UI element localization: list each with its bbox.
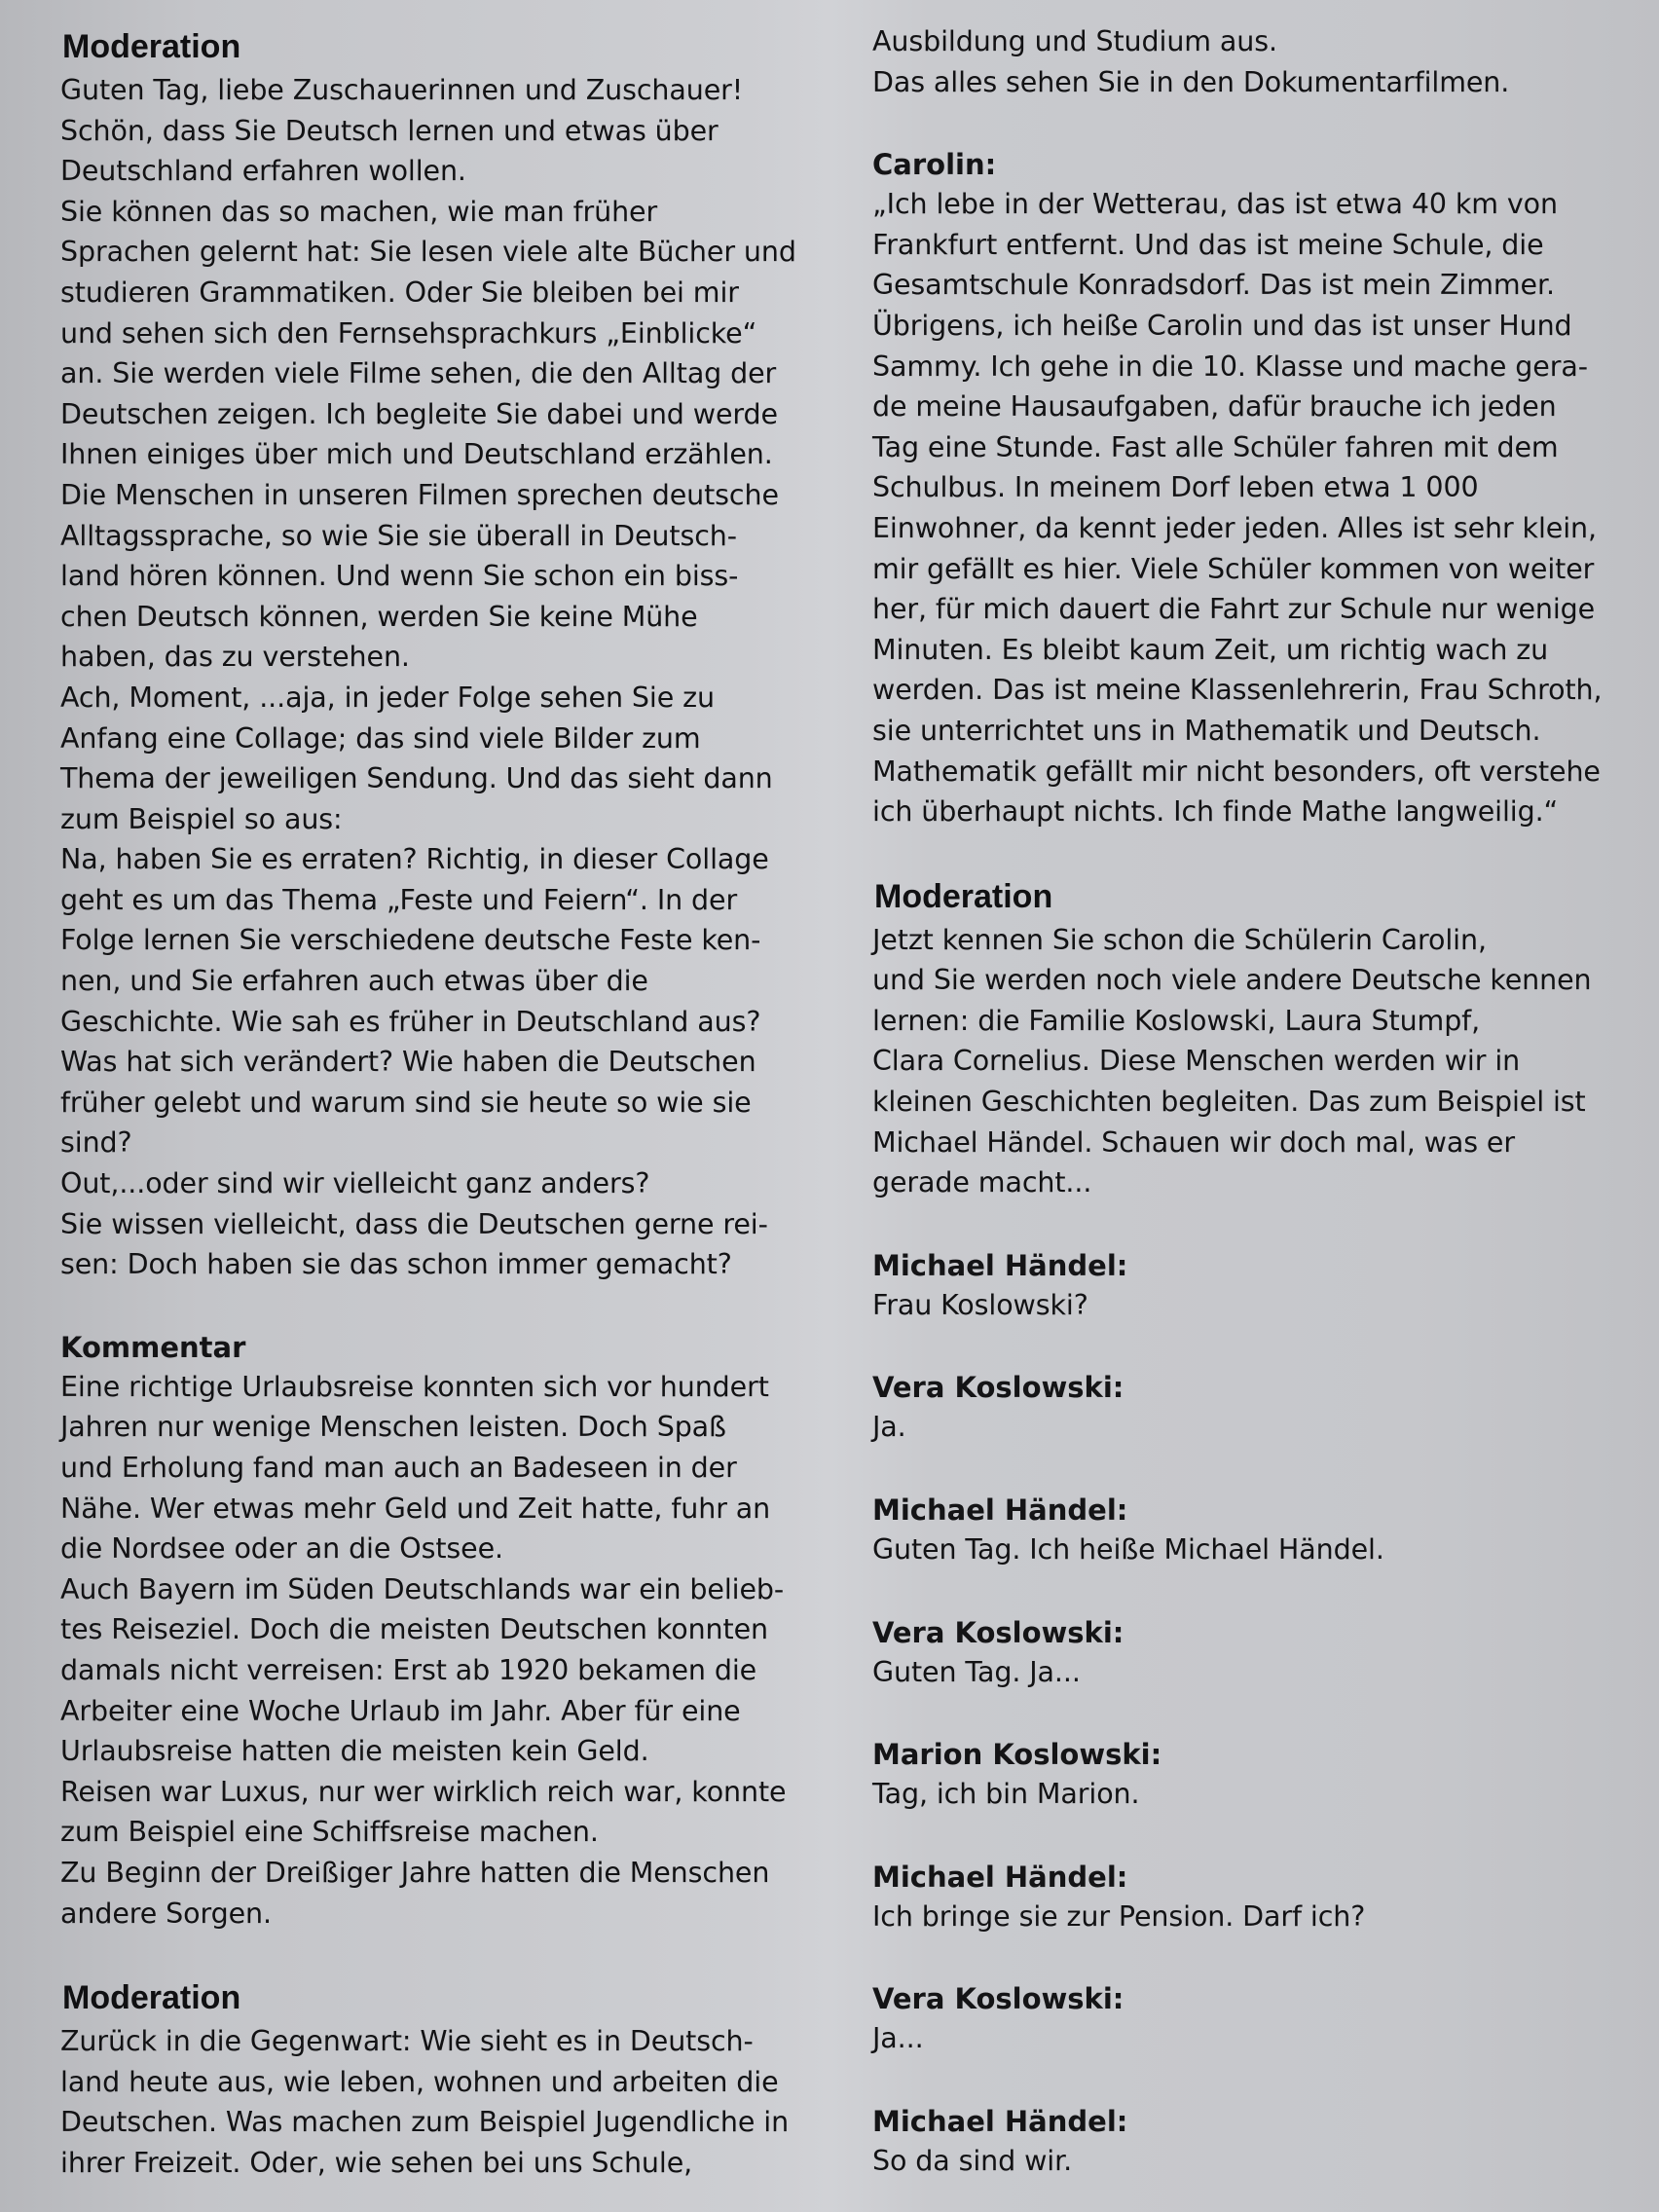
text-line: Sprachen gelernt hat: Sie lesen viele alte Bücher und bbox=[60, 236, 796, 269]
moderation-text-2 bbox=[60, 2021, 800, 2183]
dialogue-speaker: Vera Koslowski: bbox=[872, 1371, 1124, 1405]
dialogue-speaker: Michael Händel: bbox=[872, 1860, 1128, 1894]
dialogue-speaker: Marion Koslowski: bbox=[872, 1738, 1162, 1772]
dialogue-speaker: Vera Koslowski: bbox=[872, 1615, 1124, 1649]
text-line: Frankfurt entfernt. Und das ist meine Schule, die bbox=[872, 228, 1544, 261]
moderation-heading-3: Moderation bbox=[874, 877, 1053, 915]
text-line: Nähe. Wer etwas mehr Geld und Zeit hatte, fuhr an bbox=[60, 1492, 771, 1525]
text-line: ich überhaupt nichts. Ich finde Mathe langweilig.“ bbox=[872, 795, 1559, 829]
text-line: „Ich lebe in der Wetterau, das ist etwa 40 km von bbox=[872, 188, 1558, 221]
text-line: und sehen sich den Fernsehsprachkurs „Einblicke“ bbox=[60, 316, 757, 350]
text-line: und Sie werden noch viele andere Deutsche kennen bbox=[872, 964, 1592, 997]
text-line: Schön, dass Sie Deutsch lernen und etwas über bbox=[60, 114, 719, 147]
text-line: Geschichte. Wie sah es früher in Deutschland aus? bbox=[60, 1005, 761, 1038]
text-line: Minuten. Es bleibt kaum Zeit, um richtig wach zu bbox=[872, 633, 1549, 666]
text-line: de meine Hausaufgaben, dafür brauche ich jeden bbox=[872, 390, 1557, 424]
text-line: andere Sorgen. bbox=[60, 1897, 272, 1930]
text-line: land heute aus, wie leben, wohnen und arbeiten die bbox=[60, 2065, 779, 2098]
text-line: land hören können. Und wenn Sie schon ein biss- bbox=[60, 560, 739, 593]
text-line: Auch Bayern im Süden Deutschlands war ein belieb- bbox=[60, 1572, 785, 1605]
dialogue-line: Guten Tag. Ich heiße Michael Händel. bbox=[872, 1533, 1384, 1567]
text-line: und Erholung fand man auch an Badeseen in der bbox=[60, 1452, 737, 1484]
text-line: Deutschland erfahren wollen. bbox=[60, 155, 466, 188]
text-line: Zurück in die Gegenwart: Wie sieht es in Deutsch- bbox=[60, 2025, 754, 2058]
text-line: Gesamtschule Konradsdorf. Das ist mein Zimmer. bbox=[872, 269, 1555, 302]
text-line: Ach, Moment, ...aja, in jeder Folge sehen Sie zu bbox=[60, 681, 715, 714]
text-line: Folge lernen Sie verschiedene deutsche Feste ken- bbox=[60, 924, 761, 957]
text-line: haben, das zu verstehen. bbox=[60, 641, 410, 674]
text-line: Reisen war Luxus, nur wer wirklich reich war, konnte bbox=[60, 1775, 787, 1808]
text-line: zum Beispiel so aus: bbox=[60, 802, 343, 835]
text-line: Die Menschen in unseren Filmen sprechen deutsche bbox=[60, 478, 779, 511]
text-line: Übrigens, ich heiße Carolin und das ist unser Hund bbox=[872, 309, 1572, 342]
text-line: Mathematik gefällt mir nicht besonders, oft verstehe bbox=[872, 755, 1601, 788]
dialogue-speaker: Michael Händel: bbox=[872, 1493, 1128, 1528]
text-line: Urlaubsreise hatten die meisten kein Geld. bbox=[60, 1735, 649, 1768]
section-gap bbox=[872, 1203, 1622, 1246]
moderation-text-3 bbox=[872, 920, 1622, 1203]
text-line: Jahren nur wenige Menschen leisten. Doch Spaß bbox=[60, 1411, 726, 1444]
section-gap bbox=[872, 1815, 1622, 1858]
dialogue-line: So da sind wir. bbox=[872, 2145, 1073, 2177]
text-line: zum Beispiel eine Schiffsreise machen. bbox=[60, 1816, 599, 1849]
text-line: Das alles sehen Sie in den Dokumentarfilmen. bbox=[872, 65, 1510, 98]
left-column bbox=[60, 25, 800, 2184]
text-line: Was hat sich verändert? Wie haben die Deutschen bbox=[60, 1046, 756, 1079]
section-gap bbox=[60, 1934, 800, 1976]
dialogue-line: Ich bringe sie zur Pension. Darf ich? bbox=[872, 1899, 1366, 1933]
kommentar-text bbox=[60, 1367, 800, 1934]
section-gap bbox=[872, 1936, 1622, 1979]
section-gap bbox=[872, 1325, 1622, 1368]
text-line: an. Sie werden viele Filme sehen, die den Alltag der bbox=[60, 357, 777, 390]
dialogue-speaker: Vera Koslowski: bbox=[872, 1982, 1124, 2016]
carolin-heading: Carolin: bbox=[872, 148, 997, 182]
text-line: Guten Tag, liebe Zuschauerinnen und Zuschauer! bbox=[60, 74, 744, 106]
text-line: gerade macht... bbox=[872, 1166, 1092, 1199]
text-line: Sie können das so machen, wie man früher bbox=[60, 195, 658, 228]
text-line: ihrer Freizeit. Oder, wie sehen bei uns Schule, bbox=[60, 2146, 693, 2179]
section-gap bbox=[60, 1285, 800, 1328]
text-line: Na, haben Sie es erraten? Richtig, in dieser Collage bbox=[60, 843, 769, 876]
text-line: sie unterrichtet uns in Mathematik und Deutsch. bbox=[872, 714, 1541, 747]
moderation-heading-2: Moderation bbox=[62, 1979, 241, 2017]
dialogue-line: Ja. bbox=[872, 1411, 906, 1444]
section-gap bbox=[872, 1692, 1622, 1735]
text-line: Tag eine Stunde. Fast alle Schüler fahren mit dem bbox=[872, 430, 1559, 463]
dialogue-line: Frau Koslowski? bbox=[872, 1288, 1088, 1321]
text-line: Eine richtige Urlaubsreise konnten sich vor hundert bbox=[60, 1370, 769, 1403]
text-line: Ihnen einiges über mich und Deutschland erzählen. bbox=[60, 438, 773, 471]
text-line: sind? bbox=[60, 1126, 132, 1160]
text-line: geht es um das Thema „Feste und Feiern“. In der bbox=[60, 883, 738, 916]
text-line: Jetzt kennen Sie schon die Schülerin Carolin, bbox=[872, 923, 1487, 956]
section-gap bbox=[872, 1570, 1622, 1613]
text-line: früher gelebt und warum sind sie heute so wie sie bbox=[60, 1086, 752, 1119]
text-line: Alltagssprache, so wie Sie sie überall in Deutsch- bbox=[60, 519, 737, 552]
text-line: studieren Grammatiken. Oder Sie bleiben bei mir bbox=[60, 276, 739, 309]
dialogue-line: Tag, ich bin Marion. bbox=[872, 1778, 1140, 1811]
text-line: Out,...oder sind wir vielleicht ganz anders? bbox=[60, 1167, 650, 1200]
text-line: Schulbus. In meinem Dorf leben etwa 1 000 bbox=[872, 471, 1479, 504]
text-line: her, für mich dauert die Fahrt zur Schule nur wenige bbox=[872, 593, 1596, 626]
moderation-heading-1: Moderation bbox=[62, 28, 241, 65]
text-line: Anfang eine Collage; das sind viele Bilder zum bbox=[60, 721, 701, 755]
section-gap bbox=[872, 832, 1622, 875]
text-line: werden. Das ist meine Klassenlehrerin, Frau Schroth, bbox=[872, 674, 1603, 707]
text-line: Michael Händel. Schauen wir doch mal, was er bbox=[872, 1125, 1515, 1159]
text-line: tes Reiseziel. Doch die meisten Deutschen konnten bbox=[60, 1613, 768, 1646]
text-line: mir gefällt es hier. Viele Schüler kommen von weiter bbox=[872, 552, 1595, 585]
text-line: chen Deutsch können, werden Sie keine Mühe bbox=[60, 600, 698, 633]
text-line: Deutschen. Was machen zum Beispiel Jugendliche in bbox=[60, 2106, 790, 2139]
section-gap bbox=[872, 1448, 1622, 1491]
right-column bbox=[872, 21, 1622, 2182]
text-line: Ausbildung und Studium aus. bbox=[872, 25, 1277, 57]
dialogue-speaker: Michael Händel: bbox=[872, 2105, 1128, 2138]
text-line: Deutschen zeigen. Ich begleite Sie dabei und werde bbox=[60, 397, 778, 430]
text-line: Sammy. Ich gehe in die 10. Klasse und mache gera- bbox=[872, 350, 1588, 383]
text-line: nen, und Sie erfahren auch etwas über die bbox=[60, 965, 648, 998]
text-line: Arbeiter eine Woche Urlaub im Jahr. Aber für eine bbox=[60, 1694, 741, 1727]
kommentar-heading: Kommentar bbox=[60, 1330, 246, 1364]
carolin-text bbox=[872, 184, 1622, 832]
text-line: Einwohner, da kennt jeder jeden. Alles ist sehr klein, bbox=[872, 511, 1597, 544]
dialogue-line: Ja... bbox=[872, 2022, 924, 2055]
section-gap bbox=[872, 102, 1622, 145]
moderation-text-1 bbox=[60, 70, 800, 1285]
dialogue-line: Guten Tag. Ja... bbox=[872, 1655, 1081, 1688]
continuation-text bbox=[872, 21, 1622, 102]
text-line: lernen: die Familie Koslowski, Laura Stumpf, bbox=[872, 1004, 1481, 1037]
text-line: Zu Beginn der Dreißiger Jahre hatten die Menschen bbox=[60, 1856, 770, 1889]
text-line: Sie wissen vielleicht, dass die Deutschen gerne rei- bbox=[60, 1207, 768, 1240]
text-line: Clara Cornelius. Diese Menschen werden wir in bbox=[872, 1045, 1521, 1078]
section-gap bbox=[872, 2059, 1622, 2102]
dialogue bbox=[872, 1203, 1622, 2182]
text-line: Thema der jeweiligen Sendung. Und das sieht dann bbox=[60, 762, 773, 795]
text-line: sen: Doch haben sie das schon immer gemacht? bbox=[60, 1248, 732, 1281]
dialogue-speaker: Michael Händel: bbox=[872, 1248, 1128, 1282]
text-line: kleinen Geschichten begleiten. Das zum Beispiel ist bbox=[872, 1086, 1586, 1119]
text-line: damals nicht verreisen: Erst ab 1920 bekamen die bbox=[60, 1653, 757, 1686]
text-line: die Nordsee oder an die Ostsee. bbox=[60, 1532, 504, 1566]
